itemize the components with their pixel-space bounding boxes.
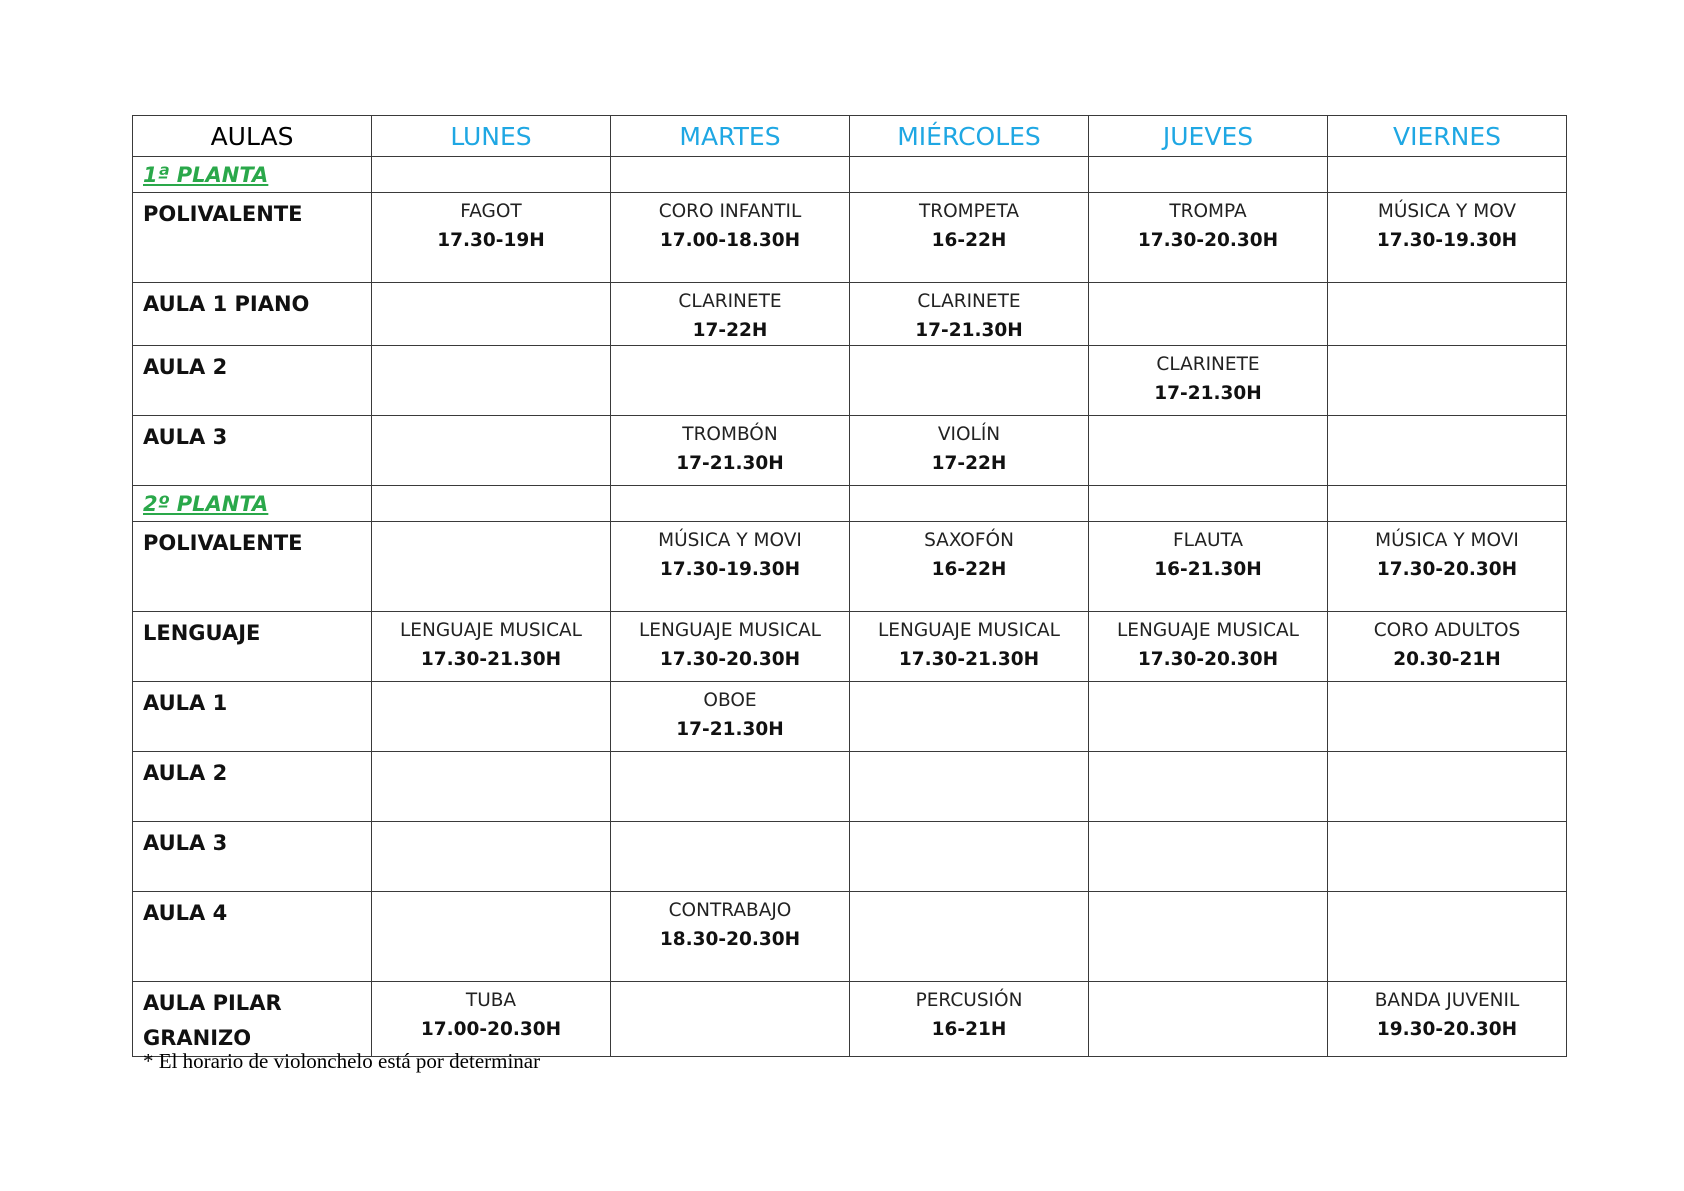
schedule-cell bbox=[611, 982, 850, 1057]
schedule-cell bbox=[1328, 682, 1567, 752]
schedule-cell bbox=[850, 612, 1089, 682]
room-row bbox=[133, 522, 1567, 612]
subject-label: CLARINETE bbox=[678, 291, 782, 312]
schedule-cell bbox=[1089, 982, 1328, 1057]
header-day-friday: VIERNES bbox=[1328, 116, 1567, 157]
schedule-cell bbox=[1089, 752, 1328, 822]
floor-empty-cell bbox=[850, 157, 1089, 193]
schedule-cell bbox=[850, 416, 1089, 486]
schedule-cell bbox=[372, 822, 611, 892]
schedule-body bbox=[133, 157, 1567, 1057]
time-label: 17.30-21.30H bbox=[898, 649, 1040, 670]
time-label: 19.30-20.30H bbox=[1376, 1019, 1518, 1040]
footnote: * El horario de violonchelo está por determinar bbox=[143, 1049, 541, 1073]
schedule-cell bbox=[372, 892, 611, 982]
floor-row bbox=[133, 157, 1567, 193]
schedule-cell bbox=[372, 193, 611, 283]
room-name: AULA 3 bbox=[133, 822, 372, 892]
time-label: 17-21.30H bbox=[676, 719, 784, 740]
schedule-cell bbox=[1089, 892, 1328, 982]
schedule-cell bbox=[1328, 752, 1567, 822]
room-name: AULA 1 bbox=[133, 682, 372, 752]
schedule-cell bbox=[1089, 346, 1328, 416]
subject-label: CLARINETE bbox=[1156, 354, 1260, 375]
schedule-cell bbox=[1328, 612, 1567, 682]
subject-label: TROMPETA bbox=[918, 201, 1020, 222]
time-label: 17.30-19.30H bbox=[659, 559, 801, 580]
schedule-cell bbox=[372, 982, 611, 1057]
subject-label: VIOLÍN bbox=[937, 424, 1001, 445]
room-row bbox=[133, 982, 1567, 1057]
schedule-cell bbox=[611, 752, 850, 822]
subject-label: PERCUSIÓN bbox=[915, 990, 1023, 1011]
schedule-cell bbox=[850, 283, 1089, 346]
floor-label: 1ª PLANTA bbox=[133, 157, 372, 193]
room-row bbox=[133, 283, 1567, 346]
schedule-cell bbox=[1328, 283, 1567, 346]
header-row bbox=[133, 116, 1567, 157]
header-day-wednesday: MIÉRCOLES bbox=[850, 116, 1089, 157]
subject-label: TROMBÓN bbox=[682, 424, 778, 445]
subject-label: TROMPA bbox=[1169, 201, 1247, 222]
time-label: 17.30-21.30H bbox=[420, 649, 562, 670]
schedule-cell bbox=[850, 193, 1089, 283]
floor-empty-cell bbox=[1089, 157, 1328, 193]
schedule-cell bbox=[1328, 522, 1567, 612]
room-name: POLIVALENTE bbox=[133, 193, 372, 283]
schedule-cell bbox=[850, 822, 1089, 892]
time-label: 17.00-18.30H bbox=[659, 230, 801, 251]
schedule-cell bbox=[1328, 193, 1567, 283]
subject-label: LENGUAJE MUSICAL bbox=[639, 620, 821, 641]
subject-label: OBOE bbox=[703, 690, 757, 711]
time-label: 16-21H bbox=[931, 1019, 1007, 1040]
room-name: AULA 4 bbox=[133, 892, 372, 982]
room-row bbox=[133, 612, 1567, 682]
time-label: 17.30-19.30H bbox=[1376, 230, 1518, 251]
schedule-cell bbox=[850, 682, 1089, 752]
header-day-monday: LUNES bbox=[372, 116, 611, 157]
floor-empty-cell bbox=[1328, 157, 1567, 193]
schedule-cell bbox=[372, 283, 611, 346]
room-name: AULA 2 bbox=[133, 752, 372, 822]
room-name: AULA 3 bbox=[133, 416, 372, 486]
floor-label: 2º PLANTA bbox=[133, 486, 372, 522]
schedule-cell bbox=[850, 346, 1089, 416]
room-name: AULA 1 PIANO bbox=[133, 283, 372, 346]
schedule-cell bbox=[611, 283, 850, 346]
schedule-cell bbox=[850, 752, 1089, 822]
room-row bbox=[133, 892, 1567, 982]
schedule-cell bbox=[372, 416, 611, 486]
schedule-cell bbox=[1089, 612, 1328, 682]
room-row bbox=[133, 416, 1567, 486]
subject-label: LENGUAJE MUSICAL bbox=[400, 620, 582, 641]
time-label: 17.30-20.30H bbox=[1137, 230, 1279, 251]
schedule-table bbox=[132, 115, 1567, 1057]
subject-label: LENGUAJE MUSICAL bbox=[1117, 620, 1299, 641]
subject-label: CORO INFANTIL bbox=[658, 201, 802, 222]
floor-empty-cell bbox=[611, 486, 850, 522]
schedule-cell bbox=[850, 892, 1089, 982]
subject-label: TUBA bbox=[465, 990, 517, 1011]
time-label: 17-21.30H bbox=[915, 320, 1023, 341]
schedule-cell bbox=[611, 416, 850, 486]
time-label: 16-22H bbox=[931, 559, 1007, 580]
time-label: 18.30-20.30H bbox=[659, 929, 801, 950]
schedule-cell bbox=[611, 522, 850, 612]
header-day-thursday: JUEVES bbox=[1089, 116, 1328, 157]
room-name: AULA 2 bbox=[133, 346, 372, 416]
floor-empty-cell bbox=[1328, 486, 1567, 522]
schedule-cell bbox=[1328, 346, 1567, 416]
time-label: 17-22H bbox=[931, 453, 1007, 474]
floor-empty-cell bbox=[611, 157, 850, 193]
schedule-cell bbox=[1089, 416, 1328, 486]
schedule-cell bbox=[611, 612, 850, 682]
time-label: 17.30-19H bbox=[437, 230, 545, 251]
time-label: 17-22H bbox=[692, 320, 768, 341]
room-row bbox=[133, 682, 1567, 752]
schedule-cell bbox=[1328, 892, 1567, 982]
subject-label: MÚSICA Y MOV bbox=[1377, 201, 1517, 222]
subject-label: FAGOT bbox=[460, 201, 522, 222]
time-label: 17.30-20.30H bbox=[1376, 559, 1518, 580]
header-day-tuesday: MARTES bbox=[611, 116, 850, 157]
schedule-cell bbox=[372, 752, 611, 822]
schedule-cell bbox=[372, 522, 611, 612]
schedule-cell bbox=[850, 982, 1089, 1057]
subject-label: SAXOFÓN bbox=[924, 530, 1014, 551]
time-label: 17-21.30H bbox=[676, 453, 784, 474]
subject-label: CLARINETE bbox=[917, 291, 1021, 312]
schedule-cell bbox=[1328, 416, 1567, 486]
header-rooms: AULAS bbox=[133, 116, 372, 157]
subject-label: MÚSICA Y MOVI bbox=[658, 530, 802, 551]
time-label: 16-22H bbox=[931, 230, 1007, 251]
schedule-cell bbox=[611, 346, 850, 416]
time-label: 17.00-20.30H bbox=[420, 1019, 562, 1040]
subject-label: LENGUAJE MUSICAL bbox=[878, 620, 1060, 641]
floor-empty-cell bbox=[850, 486, 1089, 522]
floor-empty-cell bbox=[1089, 486, 1328, 522]
room-row bbox=[133, 822, 1567, 892]
subject-label: BANDA JUVENIL bbox=[1374, 990, 1520, 1011]
subject-label: MÚSICA Y MOVI bbox=[1375, 530, 1519, 551]
schedule-cell bbox=[1328, 982, 1567, 1057]
schedule-cell bbox=[611, 193, 850, 283]
time-label: 17.30-20.30H bbox=[1137, 649, 1279, 670]
room-row bbox=[133, 346, 1567, 416]
room-name: LENGUAJE bbox=[133, 612, 372, 682]
schedule-cell bbox=[372, 612, 611, 682]
schedule-cell bbox=[1089, 822, 1328, 892]
schedule-cell bbox=[1089, 682, 1328, 752]
room-row bbox=[133, 193, 1567, 283]
room-name: POLIVALENTE bbox=[133, 522, 372, 612]
floor-row bbox=[133, 486, 1567, 522]
time-label: 20.30-21H bbox=[1393, 649, 1501, 670]
time-label: 17-21.30H bbox=[1154, 383, 1262, 404]
schedule-cell bbox=[372, 346, 611, 416]
subject-label: CORO ADULTOS bbox=[1373, 620, 1521, 641]
schedule-cell bbox=[611, 822, 850, 892]
schedule-cell bbox=[611, 892, 850, 982]
subject-label: CONTRABAJO bbox=[668, 900, 792, 921]
schedule-cell bbox=[1089, 193, 1328, 283]
schedule-cell bbox=[1328, 822, 1567, 892]
room-name: AULA PILAR GRANIZO bbox=[133, 982, 372, 1057]
floor-empty-cell bbox=[372, 157, 611, 193]
time-label: 17.30-20.30H bbox=[659, 649, 801, 670]
subject-label: FLAUTA bbox=[1172, 530, 1244, 551]
schedule-cell bbox=[372, 682, 611, 752]
room-row bbox=[133, 752, 1567, 822]
schedule-cell bbox=[1089, 522, 1328, 612]
schedule-cell bbox=[1089, 283, 1328, 346]
floor-empty-cell bbox=[372, 486, 611, 522]
time-label: 16-21.30H bbox=[1154, 559, 1262, 580]
schedule-cell bbox=[850, 522, 1089, 612]
schedule-cell bbox=[611, 682, 850, 752]
